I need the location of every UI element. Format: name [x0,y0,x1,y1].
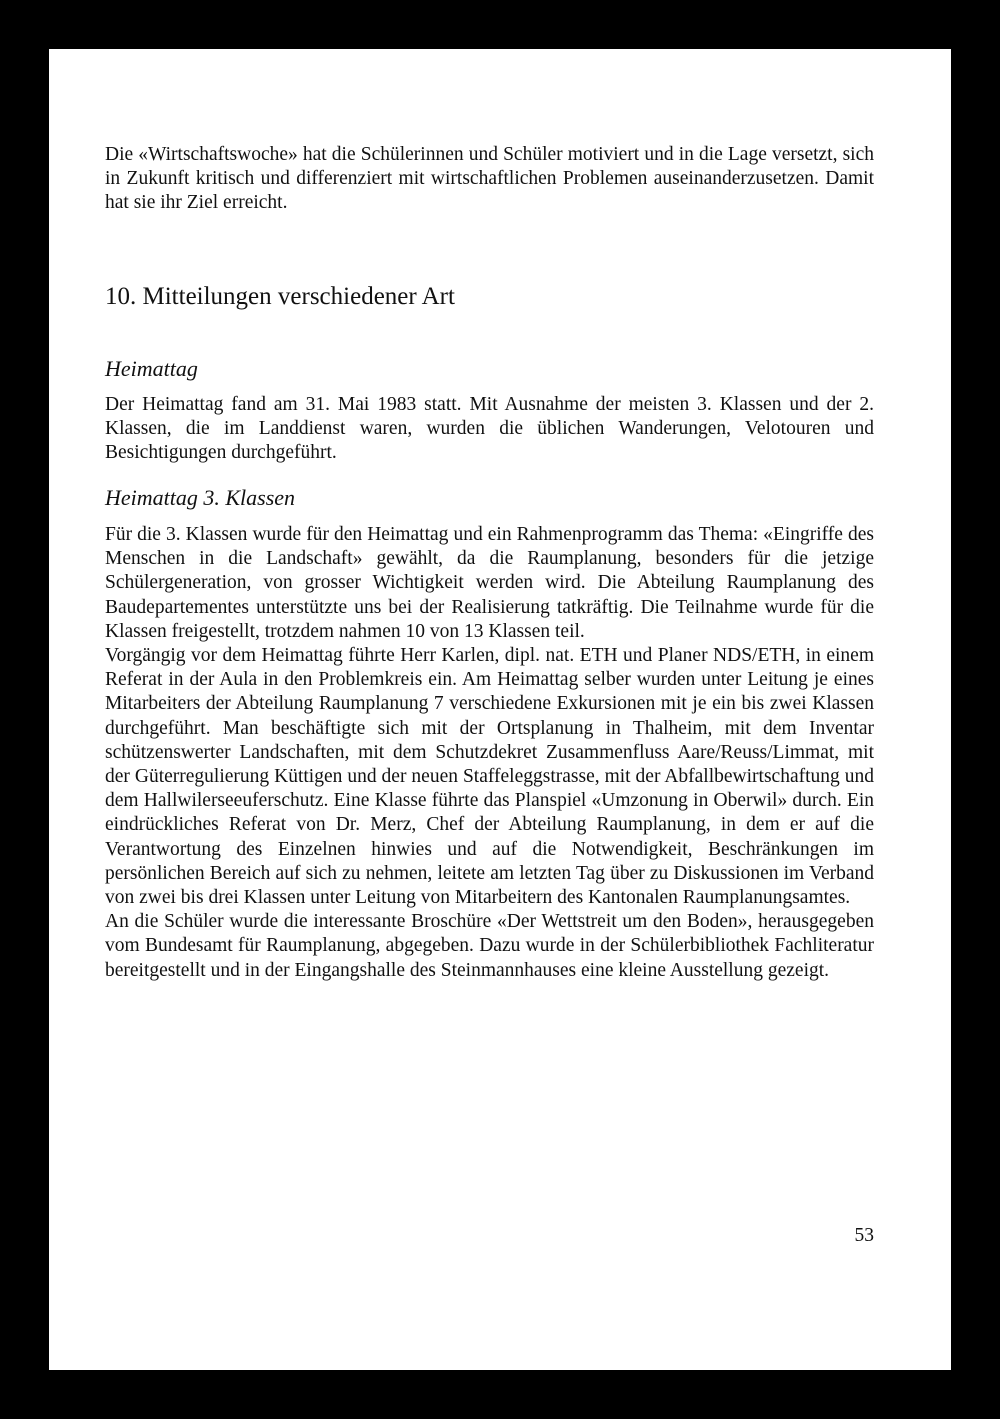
document-page [49,49,951,1370]
heimattag-3-klassen-heading: Heimattag 3. Klassen [105,485,296,510]
heimattag-heading: Heimattag [105,356,198,381]
section-title: 10. Mitteilungen verschiedener Art [105,283,455,310]
heimattag-3-klassen-paragraph-2: Vorgängig vor dem Heimattag führte Herr Karlen, dipl. nat. ETH und Planer NDS/ETH, in einem Referat in der Aula in den Problemkreis ein. Am Heimattag selber wurden unter Leitung je eines Mitarbeiters der Abteilung Raumplanung 7 verschiedene Exkursionen mit je ein bis zwei Klassen durchgeführt. Man beschäftigte sich mit der Ortsplanung in Thalheim, mit dem Inventar schützenswerter Landschaften, mit dem Schutzdekret Zusammenfluss Aare/Reuss/Limmat, mit der Güterregulierung Küttigen und der neuen Staffeleggstrasse, mit der Abfallbewirtschaftung und dem Hallwilerseeuferschutz. Eine Klasse führte das Planspiel «Umzonung in Oberwil» durch. Ein eindrückliches Referat von Dr. Merz, Chef der Abteilung Raumplanung, in dem er auf die Verantwortung des Einzelnen hinwies und auf die Notwendigkeit, Beschränkungen im persönlichen Bereich auf sich zu nehmen, leitete am letzten Tag über zu Diskussionen im Verband von zwei bis drei Klassen unter Leitung von Mitarbeitern des Kantonalen Raumplanungsamtes. [105,645,874,909]
intro-paragraph: Die «Wirtschaftswoche» hat die Schülerinnen und Schüler motiviert und in die Lage versetzt, sich in Zukunft kritisch und differenziert mit wirtschaftlichen Problemen auseinanderzusetzen. Damit hat sie ihr Ziel erreicht. [105,144,874,214]
page-number: 53 [854,1225,874,1246]
heimattag-3-klassen-paragraph-1: Für die 3. Klassen wurde für den Heimattag und ein Rahmenprogramm das Thema: «Eingriffe des Menschen in die Landschaft» gewählt, da die Raumplanung, besonders für die jetzige Schülergeneration, von grosser Wichtigkeit werden wird. Die Abteilung Raumplanung des Baudepartementes unterstützte uns bei der Realisierung tatkräftig. Die Teilnahme wurde für die Klassen freigestellt, trotzdem nahmen 10 von 13 Klassen teil. [105,524,874,642]
heimattag-paragraph: Der Heimattag fand am 31. Mai 1983 statt. Mit Ausnahme der meisten 3. Klassen und der 2. Klassen, die im Landdienst waren, wurden die üblichen Wanderungen, Velotouren und Besichtigungen durchgeführt. [105,394,874,464]
heimattag-3-klassen-paragraph-3: An die Schüler wurde die interessante Broschüre «Der Wettstreit um den Boden», herausgegeben vom Bundesamt für Raumplanung, abgegeben. Dazu wurde in der Schülerbibliothek Fachliteratur bereitgestellt und in der Eingangshalle des Steinmannhauses eine kleine Ausstellung gezeigt. [105,911,874,981]
heimattag-3-klassen-body [105,523,874,983]
